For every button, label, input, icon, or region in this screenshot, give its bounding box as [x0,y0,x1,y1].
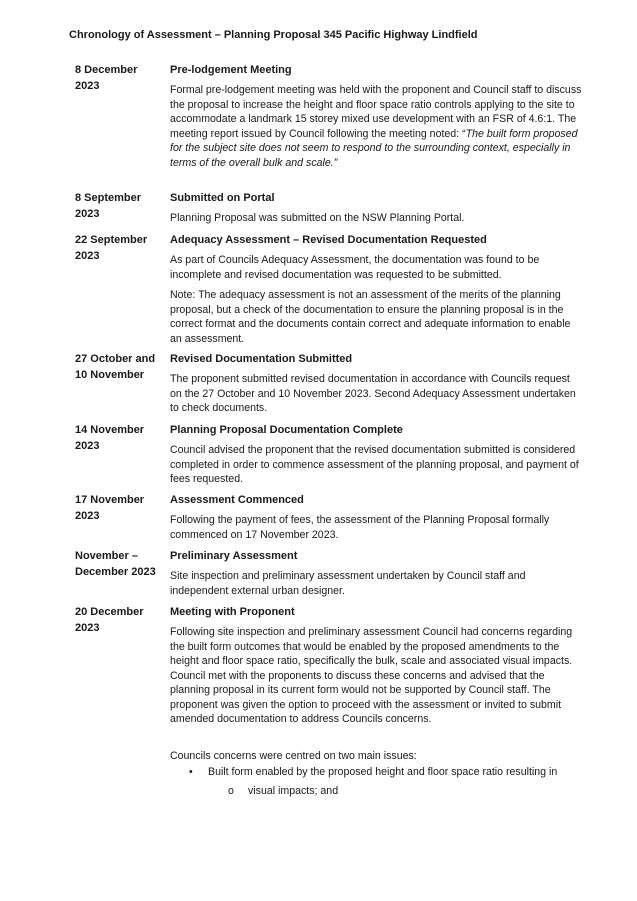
entry-date-line: 8 September [75,192,142,204]
entry-date-line: 10 November [75,368,145,381]
entry-date-line: 2023 [75,509,100,522]
entry-content [170,605,582,798]
entry-date-line: 14 November [75,424,145,436]
entry-date-line: November – [75,550,138,562]
document-title: Chronology of Assessment – Planning Proposal 345 Pacific Highway Lindfield [69,29,478,41]
entry-date [75,493,167,524]
paragraph-text: Formal pre-lodgement meeting was held with the proponent and Council staff to discuss the proposal to increase the height and floor space ratio controls applying to the site to accommodate a landmark 15 storey mixed use development with an FSR of 4.6:1. The meeting report issued by Council following the meeting noted: “ [170,84,582,140]
entry-date [75,605,167,636]
entry-date-line: 27 October and [75,353,156,365]
entry-date-line: 2023 [75,621,100,634]
entry-heading: Preliminary Assessment [170,550,298,562]
entry-heading: Pre-lodgement Meeting [170,64,292,76]
entry-content [170,191,582,232]
entry-date-line: 2023 [75,249,100,262]
entry-content [170,549,582,604]
sub-list-item-text: visual impacts; and [248,784,339,797]
entry-content [170,233,582,352]
list-item-text: Built form enabled by the proposed height and floor space ratio resulting in [208,766,558,778]
entry-note: Note: The adequacy assessment is not an assessment of the merits of the planning proposal, but a check of the documentation to ensure the planning proposal is in the correct format and the documents contain correct and adequate information to enable an assessment. [170,289,571,345]
entry-paragraph: Planning Proposal was submitted on the NSW Planning Portal. [170,212,465,224]
entry-date-line: 2023 [75,439,100,452]
entry-date-line: 2023 [75,207,100,220]
entry-content [170,352,582,422]
entry-content [170,63,582,176]
entry-date [75,191,167,222]
entry-date [75,423,167,454]
entry-paragraph: Following the payment of fees, the assessment of the Planning Proposal formally commenced on 17 November 2023. [170,514,550,541]
entry-paragraph: Councils concerns were centred on two main issues: [170,749,417,762]
entry-date [75,233,167,264]
entry-heading: Submitted on Portal [170,192,275,204]
entry-heading: Revised Documentation Submitted [170,353,353,365]
entry-paragraph: Following site inspection and preliminary assessment Council had concerns regarding the built form outcomes that would be enabled by the proposed amendments to the height and floor space ratio, specifically the bulk, scale and associated visual impacts. Council met with the proponents to discuss these concerns and advised that the planning proposal in its current form would not be supported by Council staff. The proponent was given the option to proceed with the assessment or invited to submit amended documentation to address Councils concerns. [170,626,573,725]
sub-list-item [170,784,582,799]
entry-paragraph: The proponent submitted revised documentation in accordance with Councils request on the 27 October and 10 November 2023. Second Adequacy Assessment undertaken to check documents. [170,373,576,414]
entry-date-line: 2023 [75,79,100,92]
bullet-marker: • [189,766,193,778]
entry-date-line: 17 November [75,494,145,506]
sub-bullet-marker: o [228,784,234,797]
entry-paragraph: Site inspection and preliminary assessment undertaken by Council staff and independent external urban designer. [170,570,526,597]
entry-paragraph [170,83,582,170]
entry-date-line: December 2023 [75,565,156,578]
quoted-text: The built form proposed for the subject site does not seem to respond to the surrounding context, especially in terms of the overall bulk and scale.” [170,127,578,169]
concerns-list [170,765,582,798]
entry-date-line: 8 December [75,64,138,76]
entry-date-line: 22 September [75,234,148,246]
entry-paragraph: As part of Councils Adequacy Assessment, the documentation was found to be incomplete and revised documentation was requested to be submitted. [170,254,540,281]
entry-heading: Assessment Commenced [170,494,304,506]
entry-date [75,63,167,94]
entry-date [75,352,167,383]
entry-heading: Planning Proposal Documentation Complete [170,424,403,436]
list-item [170,765,582,780]
entry-heading: Meeting with Proponent [170,606,295,618]
entry-content [170,423,582,493]
entry-date-line: 20 December [75,606,144,618]
entry-paragraph: Council advised the proponent that the revised documentation submitted is considered completed in order to commence assessment of the planning proposal, and payment of fees requested. [170,444,579,485]
entry-content [170,493,582,548]
entry-date [75,549,167,580]
entry-heading: Adequacy Assessment – Revised Documentation Requested [170,234,487,246]
